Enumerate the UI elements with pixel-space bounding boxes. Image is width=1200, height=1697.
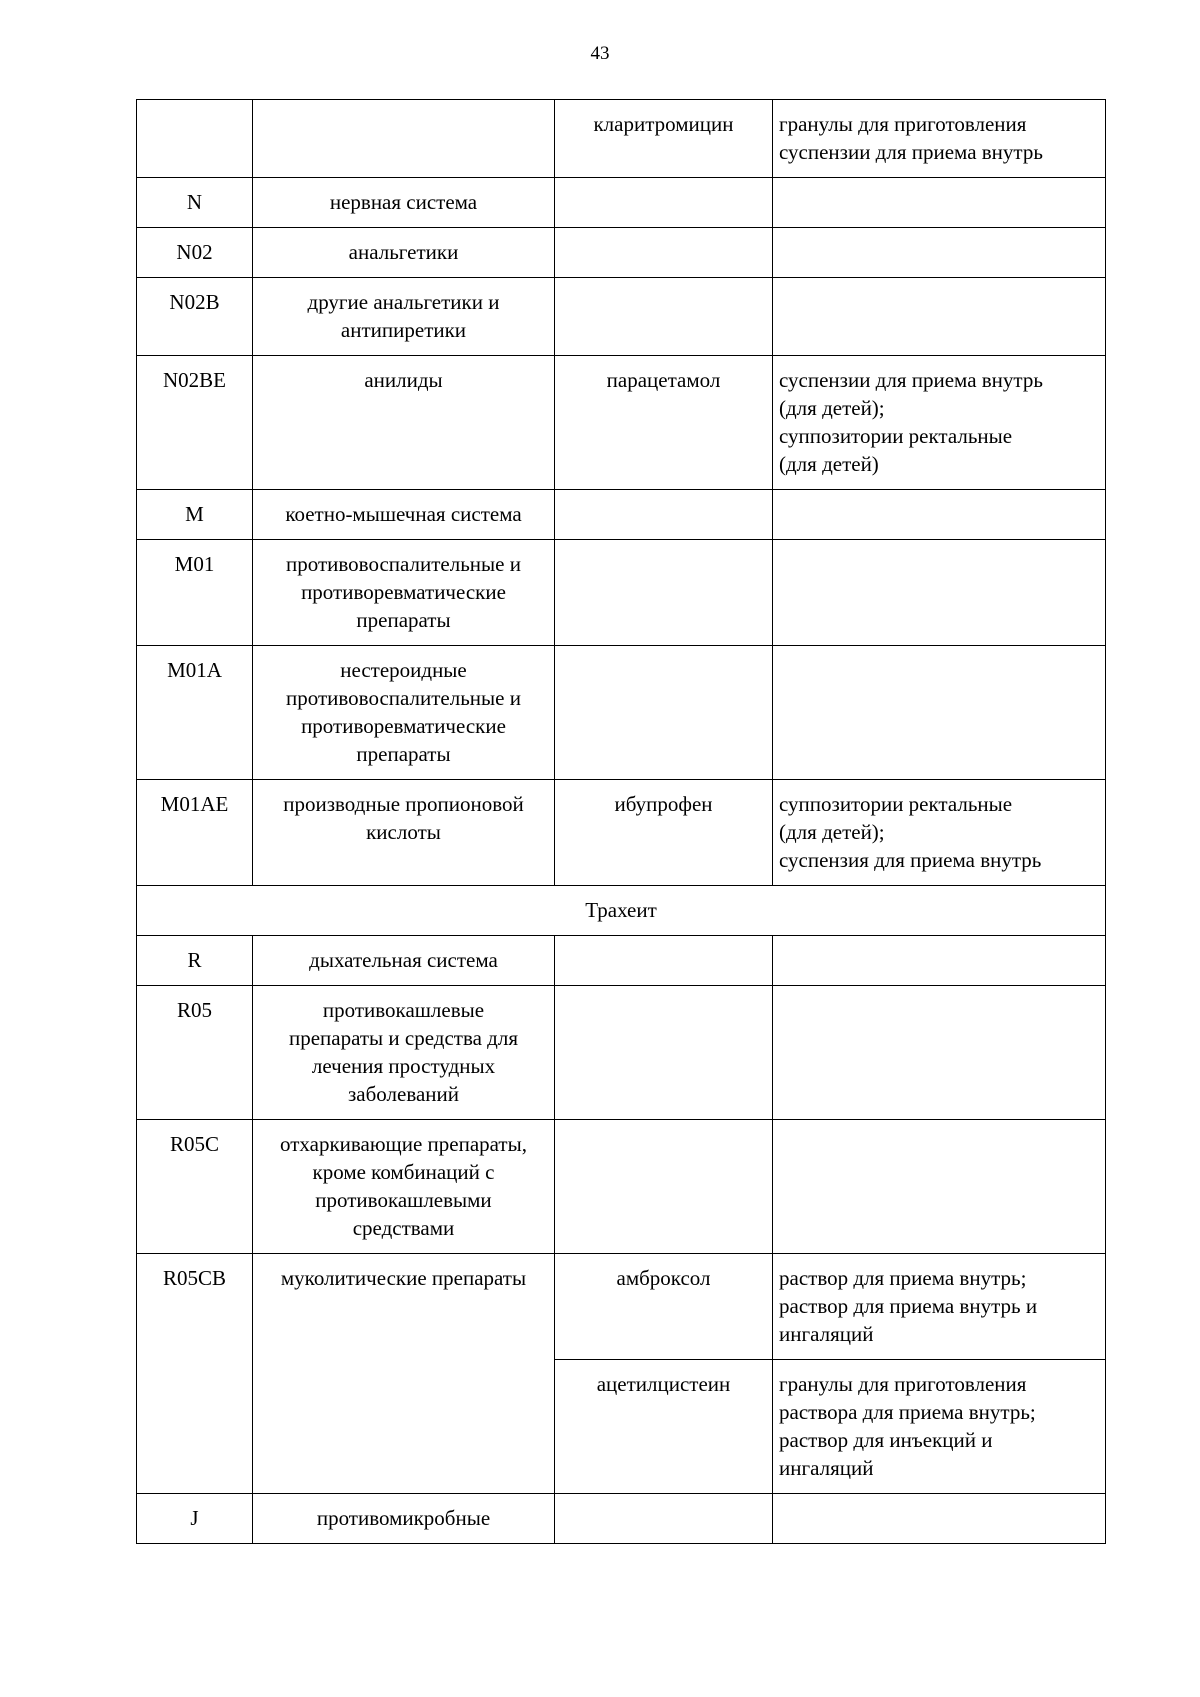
table-row	[137, 178, 1106, 228]
atc-group-cell-line: противоревматические	[301, 580, 506, 604]
dosage-form-cell-line: суппозитории ректальные	[779, 792, 1013, 816]
atc-group-cell-line: противовоспалительные и	[286, 686, 521, 710]
dosage-form-cell-line: раствора для приема внутрь;	[779, 1400, 1036, 1424]
atc-group-cell-line: противовоспалительные и	[286, 552, 521, 576]
atc-group-cell-line: нервная система	[329, 190, 478, 214]
dosage-form-cell-line: ингаляций	[779, 1456, 874, 1480]
atc-group-cell-line: муколитические препараты	[280, 1266, 527, 1290]
atc-group-cell-line: антипиретики	[340, 318, 467, 342]
atc-code-cell: M	[137, 490, 253, 540]
atc-group-cell-line: заболеваний	[348, 1082, 459, 1106]
atc-group-cell-line: препараты и средства для	[288, 1026, 518, 1050]
atc-group-cell-line: анальгетики	[348, 240, 459, 264]
dosage-form-cell-line: суспензии для приема внутрь	[779, 140, 1043, 164]
dosage-form-cell-line: суспензия для приема внутрь	[779, 848, 1042, 872]
table-row	[137, 646, 1106, 780]
table-row	[137, 780, 1106, 886]
atc-group-cell-line: препараты	[356, 608, 451, 632]
dosage-form-cell-line: суппозитории ректальные	[779, 424, 1013, 448]
atc-group-cell-line: противомикробные	[316, 1506, 491, 1530]
dosage-form-cell	[773, 1494, 1106, 1544]
atc-code-cell: N02B	[137, 278, 253, 356]
dosage-form-cell-line: раствор для приема внутрь и	[779, 1294, 1038, 1318]
drug-name-cell: ибупрофен	[555, 780, 773, 886]
atc-code-cell: M01AE	[137, 780, 253, 886]
drug-name-cell	[555, 178, 773, 228]
atc-group-cell	[253, 228, 555, 278]
drug-name-cell	[555, 936, 773, 986]
dosage-form-cell	[773, 100, 1106, 178]
dosage-form-cell-line: (для детей)	[779, 452, 879, 476]
atc-code-cell: M01	[137, 540, 253, 646]
atc-group-cell	[253, 100, 555, 178]
drug-table-body	[137, 100, 1106, 1544]
dosage-form-cell	[773, 278, 1106, 356]
atc-group-cell	[253, 178, 555, 228]
atc-group-cell	[253, 490, 555, 540]
atc-group-cell-line: кислоты	[366, 820, 441, 844]
dosage-form-cell	[773, 356, 1106, 490]
atc-group-cell-line: анилиды	[364, 368, 443, 392]
table-row	[137, 490, 1106, 540]
drug-table	[136, 99, 1106, 1544]
drug-name-cell	[555, 1120, 773, 1254]
dosage-form-cell	[773, 780, 1106, 886]
atc-group-cell	[253, 936, 555, 986]
drug-name-cell	[555, 986, 773, 1120]
atc-code-cell: N02BE	[137, 356, 253, 490]
dosage-form-cell-line: суспензии для приема внутрь	[779, 368, 1043, 392]
atc-group-cell-line: противокашлевые	[322, 998, 485, 1022]
atc-group-cell-line: препараты	[356, 742, 451, 766]
atc-group-cell	[253, 986, 555, 1120]
dosage-form-cell-line: гранулы для приготовления	[779, 112, 1027, 136]
atc-code-cell: N02	[137, 228, 253, 278]
drug-name-cell: парацетамол	[555, 356, 773, 490]
table-row	[137, 1254, 1106, 1360]
atc-group-cell-line: коетно-мышечная система	[285, 502, 522, 526]
dosage-form-cell-line: (для детей);	[779, 396, 885, 420]
dosage-form-cell	[773, 986, 1106, 1120]
section-title: Трахеит	[137, 886, 1106, 936]
drug-name-cell	[555, 646, 773, 780]
atc-code-cell: R	[137, 936, 253, 986]
dosage-form-cell	[773, 490, 1106, 540]
dosage-form-cell-line: ингаляций	[779, 1322, 874, 1346]
atc-group-cell	[253, 540, 555, 646]
drug-name-cell: кларитромицин	[555, 100, 773, 178]
atc-group-cell-line: противоревматические	[301, 714, 506, 738]
atc-group-cell-line: нестероидные	[340, 658, 467, 682]
drug-name-cell	[555, 490, 773, 540]
atc-group-cell-line: средствами	[352, 1216, 455, 1240]
atc-group-cell	[253, 1494, 555, 1544]
atc-code-cell: R05C	[137, 1120, 253, 1254]
atc-group-cell	[253, 1254, 555, 1494]
page-number: 43	[590, 43, 610, 64]
dosage-form-cell	[773, 646, 1106, 780]
atc-group-cell	[253, 1120, 555, 1254]
atc-code-cell: R05	[137, 986, 253, 1120]
table-row	[137, 278, 1106, 356]
dosage-form-cell-line: (для детей);	[779, 820, 885, 844]
dosage-form-cell-line: раствор для приема внутрь;	[779, 1266, 1027, 1290]
dosage-form-cell	[773, 1120, 1106, 1254]
drug-name-cell	[555, 278, 773, 356]
atc-group-cell	[253, 646, 555, 780]
atc-code-cell: R05CB	[137, 1254, 253, 1494]
atc-code-cell: N	[137, 178, 253, 228]
dosage-form-cell-line: гранулы для приготовления	[779, 1372, 1027, 1396]
drug-name-cell	[555, 1494, 773, 1544]
drug-name-cell: амброксол	[555, 1254, 773, 1360]
dosage-form-cell	[773, 1254, 1106, 1360]
table-row	[137, 356, 1106, 490]
section-row	[137, 886, 1106, 936]
atc-group-cell-line: кроме комбинаций с	[312, 1160, 495, 1184]
table-row	[137, 228, 1106, 278]
atc-group-cell	[253, 278, 555, 356]
atc-code-cell: J	[137, 1494, 253, 1544]
dosage-form-cell	[773, 228, 1106, 278]
atc-group-cell-line: другие анальгетики и	[307, 290, 500, 314]
dosage-form-cell	[773, 540, 1106, 646]
drug-name-cell	[555, 228, 773, 278]
dosage-form-cell	[773, 178, 1106, 228]
table-row	[137, 540, 1106, 646]
atc-code-cell: M01A	[137, 646, 253, 780]
atc-group-cell	[253, 780, 555, 886]
drug-name-cell: ацетилцистеин	[555, 1360, 773, 1494]
atc-group-cell-line: отхаркивающие препараты,	[280, 1132, 527, 1156]
dosage-form-cell-line: раствор для инъекций и	[779, 1428, 993, 1452]
atc-group-cell-line: лечения простудных	[311, 1054, 496, 1078]
dosage-form-cell	[773, 1360, 1106, 1494]
atc-group-cell-line: дыхательная система	[309, 948, 498, 972]
atc-group-cell-line: производные пропионовой	[283, 792, 524, 816]
dosage-form-cell	[773, 936, 1106, 986]
atc-code-cell	[137, 100, 253, 178]
table-row	[137, 1120, 1106, 1254]
table-row	[137, 936, 1106, 986]
table-row	[137, 1494, 1106, 1544]
atc-group-cell-line: противокашлевыми	[315, 1188, 492, 1212]
table-row	[137, 986, 1106, 1120]
atc-group-cell	[253, 356, 555, 490]
table-row	[137, 100, 1106, 178]
drug-name-cell	[555, 540, 773, 646]
